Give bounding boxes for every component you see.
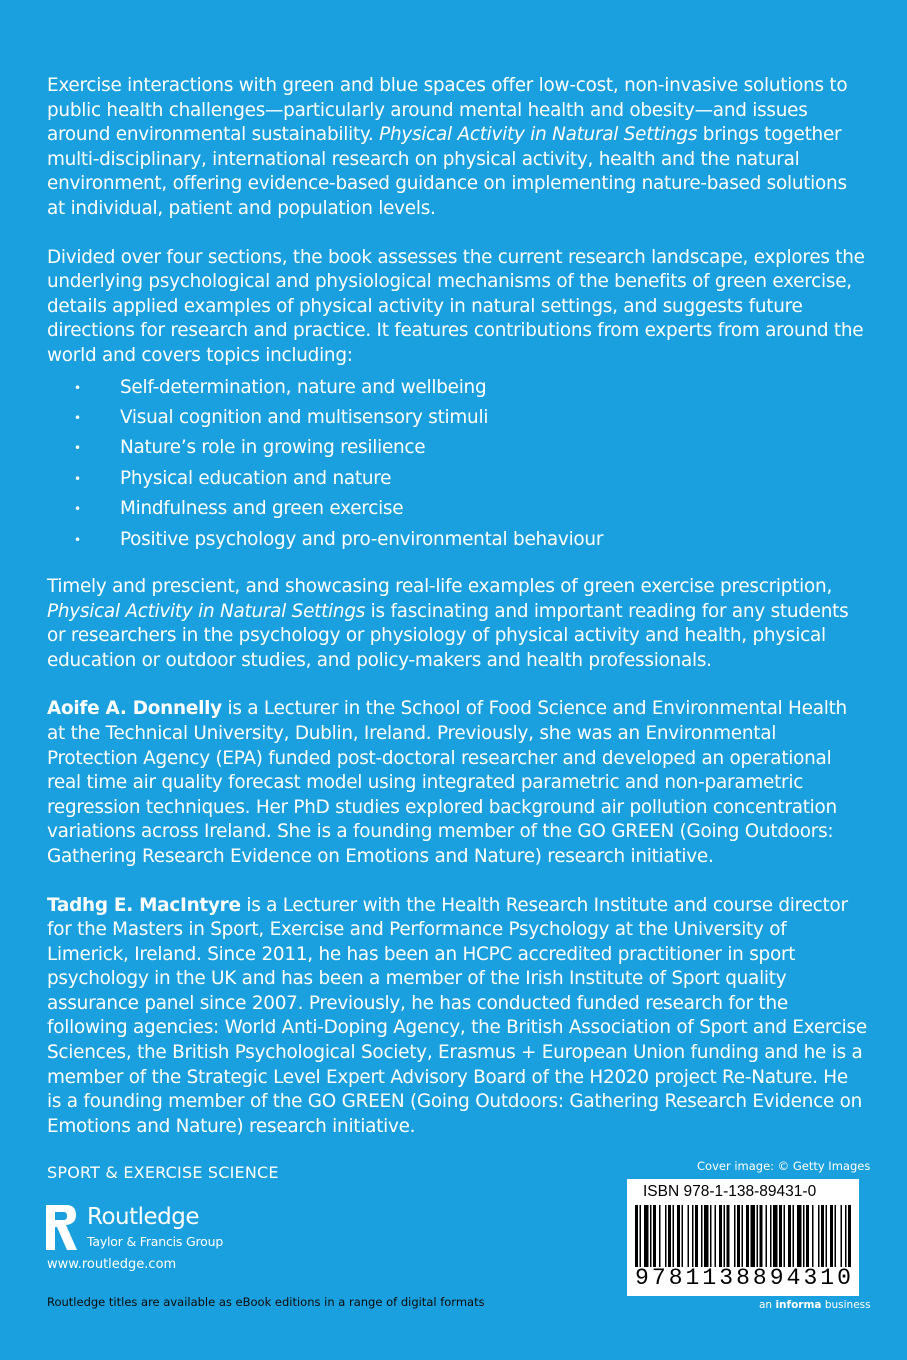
ean-digit: 8 xyxy=(736,1265,750,1291)
barcode-stripe xyxy=(737,1205,740,1267)
publisher-website[interactable]: www.routledge.com xyxy=(47,1257,177,1272)
barcode-stripe xyxy=(719,1205,722,1267)
barcode-stripe xyxy=(848,1205,851,1267)
ean-digit: 1 xyxy=(685,1265,700,1291)
ean-digit: 1 xyxy=(702,1265,717,1291)
series-label: SPORT & EXERCISE SCIENCE xyxy=(47,1163,279,1182)
publisher-group: Taylor & Francis Group xyxy=(87,1234,224,1249)
barcode-stripe xyxy=(715,1205,717,1267)
ebook-note: Routledge titles are available as eBook editions in a range of digital formats xyxy=(47,1295,485,1309)
bullet-icon: • xyxy=(74,380,81,395)
barcode-stripe xyxy=(695,1205,698,1267)
isbn-barcode xyxy=(627,1179,859,1296)
barcode-stripe xyxy=(692,1205,694,1267)
barcode-stripe xyxy=(845,1205,847,1267)
barcode-stripe xyxy=(797,1205,802,1267)
list-item: • Positive psychology and pro-environmental behaviour xyxy=(47,525,867,555)
barcode-stripe xyxy=(784,1205,786,1267)
barcode-stripe xyxy=(788,1205,791,1267)
barcode-stripe xyxy=(803,1205,805,1267)
ean-digit: 1 xyxy=(820,1265,835,1291)
barcode-stripe xyxy=(779,1205,782,1267)
list-item: • Self-determination, nature and wellbeing xyxy=(47,373,867,403)
barcode-stripe xyxy=(688,1205,690,1267)
barcode-stripe xyxy=(727,1205,730,1267)
author-bio-donnelly: Aoife A. Donnelly is a Lecturer in the School of Food Science and Environmental Health at the Technical University, Dublin, Ireland. Previously, she was an Environmental Protection Agency (EPA) funded post-doctoral researcher and developed an operational real time air quality forecast model using integrated parametric and non-parametric regression techniques. Her PhD studies explored background air pollution concentration variations across Ireland. She is a founding member of the GO GREEN (Going Outdoors: Gathering Research Evidence on Emotions and Nature) research initiative. xyxy=(47,698,847,867)
list-item: • Physical education and nature xyxy=(47,464,867,494)
bullet-icon: • xyxy=(74,410,81,425)
informa-brand: informa xyxy=(775,1299,822,1311)
book-title: Physical Activity in Natural Settings xyxy=(379,124,698,146)
ean-digit: 9 xyxy=(635,1265,649,1291)
author-bio-macintyre: Tadhg E. MacIntyre is a Lecturer with the Health Research Institute and course director for the Masters in Sport, Exercise and Performance Psychology at the University of Limerick, Ireland. Since 2011, he has been an HCPC accredited practitioner in sport psychology in the UK and has been a member of the Irish Institute of Sport quality assurance panel since 2007. Previously, he has conducted funded research for the following agencies: World Anti-Doping Agency, the British Association of Sport and Exercise Sciences, the British Psychological Society, Erasmus + European Union funding and he is a member of the Strategic Level Expert Advisory Board of the H2020 project Re-Nature. He is a founding member of the GO GREEN (Going Outdoors: Gathering Research Evidence on Emotions and Nature) research initiative. xyxy=(47,894,867,1137)
book-title: Physical Activity in Natural Settings xyxy=(47,600,366,622)
barcode-stripe xyxy=(818,1205,820,1267)
barcode-stripe xyxy=(821,1205,824,1267)
barcode-stripe xyxy=(751,1205,756,1267)
barcode-stripe xyxy=(640,1205,642,1267)
bullet-icon: • xyxy=(74,441,81,456)
barcode-stripe xyxy=(710,1205,712,1267)
barcode-stripe xyxy=(770,1205,772,1267)
barcode-icon xyxy=(635,1205,851,1267)
ean-digit: 3 xyxy=(719,1265,734,1291)
routledge-logo-icon xyxy=(44,1203,80,1253)
ean-digits xyxy=(635,1265,851,1291)
barcode-stripe xyxy=(760,1205,763,1267)
bullet-icon: • xyxy=(74,502,81,517)
ean-digit: 9 xyxy=(769,1265,784,1291)
barcode-stripe xyxy=(677,1205,680,1267)
barcode-stripe xyxy=(793,1205,795,1267)
author-name: Aoife A. Donnelly xyxy=(47,698,222,720)
barcode-stripe xyxy=(757,1205,759,1267)
barcode-stripe xyxy=(830,1205,833,1267)
informa-tagline: an informa business xyxy=(759,1299,871,1311)
bullet-icon: • xyxy=(74,532,81,547)
barcode-stripe xyxy=(665,1205,667,1267)
ean-digit: 8 xyxy=(668,1265,683,1291)
barcode-stripe xyxy=(734,1205,736,1267)
list-item: • Visual cognition and multisensory stimuli xyxy=(47,403,867,433)
summary-paragraph: Timely and prescient, and showcasing real-life examples of green exercise prescription, Physical Activity in Natural Settings is fascinating and important reading for any students or researchers in the psychology or physiology of physical activity and health, physical education or outdoor studies, and policy-makers and health professionals. xyxy=(47,575,849,671)
author-name: Tadhg E. MacIntyre xyxy=(47,894,241,916)
ean-digit: 3 xyxy=(803,1265,818,1291)
ean-digit: 0 xyxy=(837,1265,851,1291)
cover-image-credit: Cover image: © Getty Images xyxy=(697,1159,871,1173)
barcode-stripe xyxy=(841,1205,843,1267)
topics-list xyxy=(47,373,867,555)
barcode-stripe xyxy=(635,1205,638,1267)
barcode-stripe xyxy=(835,1205,837,1267)
barcode-stripe xyxy=(659,1205,661,1267)
barcode-stripe xyxy=(644,1205,649,1267)
bullet-icon: • xyxy=(74,471,81,486)
ean-digit: 8 xyxy=(752,1265,767,1291)
barcode-stripe xyxy=(812,1205,814,1267)
sections-paragraph: Divided over four sections, the book assesses the current research landscape, explores the underlying psychological and physiological mechanisms of the benefits of green exercise, details applied examples of physical activity in natural settings, and suggests future directions for research and practice. It features contributions from experts from around the world and covers topics including: xyxy=(47,246,865,366)
barcode-stripe xyxy=(682,1205,684,1267)
intro-paragraph: Exercise interactions with green and blue spaces offer low-cost, non-invasive solutions to public health challenges—particularly around mental health and obesity—and issues around environmental sustainability. Physical Activity in Natural Settings brings together multi-disciplinary, international research on physical activity, health and the natural environment, offering evidence-based guidance on implementing nature-based solutions at individual, patient and population levels. xyxy=(47,75,848,219)
ean-digit: 7 xyxy=(651,1265,666,1291)
publisher-name: Routledge xyxy=(87,1204,200,1230)
list-item: • Mindfulness and green exercise xyxy=(47,494,867,524)
barcode-stripe xyxy=(746,1205,749,1267)
barcode-stripe xyxy=(742,1205,744,1267)
back-cover-blurb xyxy=(47,74,867,1163)
barcode-stripe xyxy=(826,1205,828,1267)
barcode-stripe xyxy=(724,1205,726,1267)
barcode-stripe xyxy=(668,1205,671,1267)
barcode-stripe xyxy=(766,1205,768,1267)
isbn-number: ISBN 978-1-138-89431-0 xyxy=(643,1183,817,1200)
barcode-stripe xyxy=(773,1205,778,1267)
barcode-stripe xyxy=(704,1205,709,1267)
ean-digit: 4 xyxy=(786,1265,801,1291)
barcode-stripe xyxy=(650,1205,652,1267)
publisher-logo xyxy=(44,1203,244,1253)
barcode-stripe xyxy=(653,1205,656,1267)
list-item: • Nature’s role in growing resilience xyxy=(47,433,867,463)
barcode-stripe xyxy=(701,1205,703,1267)
barcode-stripe xyxy=(673,1205,675,1267)
barcode-stripe xyxy=(806,1205,809,1267)
